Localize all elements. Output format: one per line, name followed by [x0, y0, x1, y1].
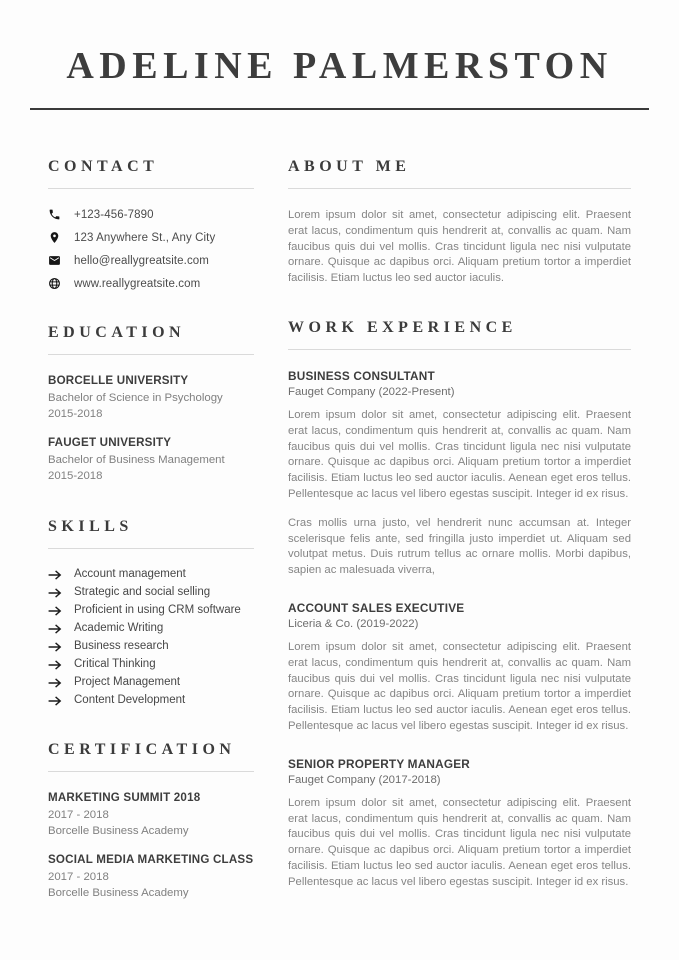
arrow-right-icon — [48, 587, 62, 599]
skills-heading: SKILLS — [48, 518, 254, 549]
certification-org: Borcelle Business Academy — [48, 824, 189, 837]
about-heading: ABOUT ME — [288, 158, 631, 189]
skill-item — [48, 604, 254, 617]
education-heading: EDUCATION — [48, 324, 254, 355]
contact-heading: CONTACT — [48, 158, 254, 189]
skill-item — [48, 694, 254, 707]
job-company: Fauget Company (2022-Present) — [288, 385, 455, 398]
arrow-right-icon — [48, 695, 62, 707]
skill-label: Proficient in using CRM software — [74, 604, 241, 616]
skill-label: Strategic and social selling — [74, 586, 211, 598]
skills-section — [48, 518, 254, 707]
arrow-right-icon — [48, 569, 62, 581]
job-entry — [288, 369, 631, 579]
degree: Bachelor of Science in Psychology — [48, 392, 223, 404]
skill-label: Project Management — [74, 676, 181, 688]
certification-entry — [48, 791, 254, 839]
globe-icon — [48, 277, 61, 290]
skill-item — [48, 640, 254, 653]
page-title: ADELINE PALMERSTON — [66, 45, 613, 87]
certification-org: Borcelle Business Academy — [48, 886, 189, 899]
contact-website-text: www.reallygreatsite.com — [74, 277, 201, 290]
job-company: Liceria & Co. (2019-2022) — [288, 617, 419, 630]
job-company: Fauget Company (2017-2018) — [288, 773, 441, 786]
contact-phone-text: +123-456-7890 — [74, 208, 154, 221]
certification-heading: CERTIFICATION — [48, 741, 254, 772]
work-experience-heading: WORK EXPERIENCE — [288, 319, 631, 350]
job-paragraph: Lorem ipsum dolor sit amet, consectetur adipiscing elit. Praesent erat lacus, condimentum quis hendrerit at, convallis ac quam. Nam faucibus quis dui vel mollis. Cras tincidunt ligula nec nisi vulputate ornare. Quisque ac dapibus orci. Aliquam pretium tortor a imperdiet facilisis. Etiam luctus leo sed auctor iaculis. Aenean eget eros tellus. Pellentesque ac lacus vel libero egestas suscipit. Integer id ex risus. — [288, 796, 631, 888]
contact-email-text: hello@reallygreatsite.com — [74, 254, 209, 267]
skill-label: Critical Thinking — [74, 658, 156, 670]
job-paragraph: Lorem ipsum dolor sit amet, consectetur adipiscing elit. Praesent erat lacus, condimentum quis hendrerit at, convallis ac quam. Nam faucibus quis dui vel mollis. Cras tincidunt ligula nec nisi vulputate ornare. Quisque ac dapibus orci. Aliquam pretium tortor a imperdiet facilisis. Etiam luctus leo sed auctor iaculis. Aenean eget eros tellus. Pellentesque ac lacus vel libero egestas suscipit. Integer id ex risus. — [288, 640, 631, 732]
arrow-right-icon — [48, 677, 62, 689]
skill-label: Academic Writing — [74, 622, 164, 634]
skill-label: Business research — [74, 640, 169, 652]
location-icon — [48, 231, 61, 244]
content-columns — [0, 110, 679, 935]
education-entry — [48, 436, 254, 484]
certification-section — [48, 741, 254, 901]
job-entry — [288, 601, 631, 735]
skill-label: Content Development — [74, 694, 186, 706]
contact-item-phone — [48, 208, 254, 221]
certification-title: MARKETING SUMMIT 2018 — [48, 791, 201, 804]
education-years: 2015-2018 — [48, 469, 103, 482]
work-experience-section — [288, 319, 631, 891]
phone-icon — [48, 208, 61, 221]
education-section — [48, 324, 254, 484]
degree: Bachelor of Business Management — [48, 454, 225, 466]
arrow-right-icon — [48, 605, 62, 617]
job-entry — [288, 757, 631, 891]
education-entry — [48, 374, 254, 422]
school-name: BORCELLE UNIVERSITY — [48, 374, 189, 387]
arrow-right-icon — [48, 659, 62, 671]
skill-item — [48, 622, 254, 635]
about-text: Lorem ipsum dolor sit amet, consectetur adipiscing elit. Praesent erat lacus, condimentum quis hendrerit at, convallis ac quam. Nam faucibus quis dui vel mollis. Cras tincidunt ligula nec nisi vulputate ornare. Quisque ac dapibus orci. Aliquam pretium tortor a imperdiet facilisis. Etiam luctus leo sed auctor iaculis. — [288, 209, 631, 285]
contact-section — [48, 158, 254, 290]
skill-item — [48, 586, 254, 599]
school-name: FAUGET UNIVERSITY — [48, 436, 172, 449]
skill-item — [48, 658, 254, 671]
arrow-right-icon — [48, 623, 62, 635]
certification-title: SOCIAL MEDIA MARKETING CLASS — [48, 853, 254, 866]
email-icon — [48, 254, 61, 267]
job-title: SENIOR PROPERTY MANAGER — [288, 756, 471, 771]
certification-entry — [48, 853, 254, 901]
skill-label: Account management — [74, 568, 186, 580]
education-years: 2015-2018 — [48, 407, 103, 420]
job-title: BUSINESS CONSULTANT — [288, 368, 435, 383]
certification-years: 2017 - 2018 — [48, 809, 109, 821]
certification-years: 2017 - 2018 — [48, 871, 109, 883]
skill-item — [48, 676, 254, 689]
arrow-right-icon — [48, 641, 62, 653]
contact-item-email — [48, 254, 254, 267]
left-column — [48, 158, 254, 935]
skill-item — [48, 568, 254, 581]
job-title: ACCOUNT SALES EXECUTIVE — [288, 600, 465, 615]
header — [0, 0, 679, 110]
contact-item-website — [48, 277, 254, 290]
job-paragraph: Lorem ipsum dolor sit amet, consectetur adipiscing elit. Praesent erat lacus, condimentum quis hendrerit at, convallis ac quam. Nam faucibus quis dui vel mollis. Cras tincidunt ligula nec nisi vulputate ornare. Quisque ac dapibus orci. Aliquam pretium tortor a imperdiet facilisis. Etiam luctus leo sed auctor iaculis. Aenean eget eros tellus. Pellentesque ac lacus vel libero egestas suscipit. Integer id ex risus. — [288, 408, 631, 500]
about-section — [288, 158, 631, 287]
right-column — [288, 158, 631, 935]
contact-item-address — [48, 231, 254, 244]
contact-address-text: 123 Anywhere St., Any City — [74, 231, 216, 244]
job-paragraph: Cras mollis urna justo, vel hendrerit nunc accumsan at. Integer scelerisque felis ante, sed fringilla justo imperdiet ut. Aliquam sed volutpat metus. Duis rutrum tellus ac ornare mollis. Morbi dapibus, sapien ac malesuada viverra, — [288, 516, 631, 577]
